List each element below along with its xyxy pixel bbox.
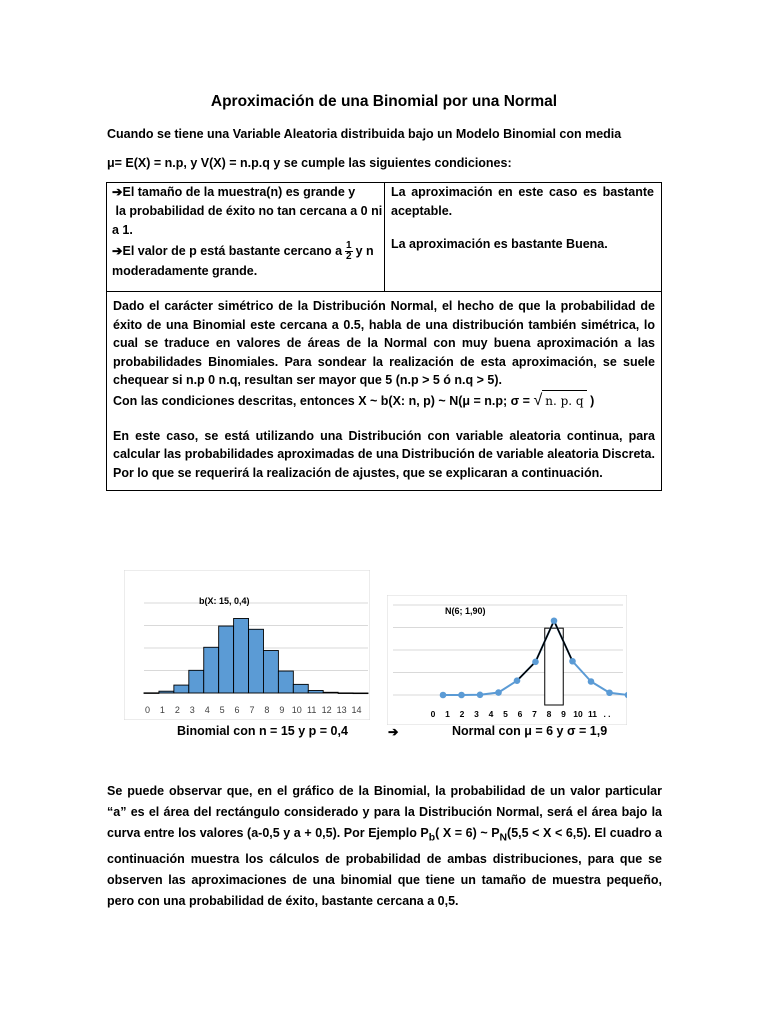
binomial-x-tick-label: 14 bbox=[351, 705, 362, 715]
binomial-bar bbox=[204, 647, 219, 693]
binomial-bar bbox=[278, 671, 293, 693]
normal-chart-title: N(6; 1,90) bbox=[445, 606, 486, 616]
binomial-bar bbox=[249, 629, 264, 693]
arrow-icon: ➔ bbox=[112, 244, 123, 258]
sqrt-icon: √ bbox=[533, 391, 543, 409]
explanation-cell bbox=[113, 297, 655, 482]
binomial-x-tick-label: 10 bbox=[291, 705, 302, 715]
arrow-icon: ➔ bbox=[388, 725, 399, 739]
normal-chart bbox=[387, 595, 627, 725]
condition-cell-right bbox=[391, 183, 654, 254]
normal-point bbox=[532, 659, 539, 666]
binomial-chart bbox=[124, 570, 370, 720]
normal-caption: Normal con μ = 6 y σ = 1,9 bbox=[452, 724, 608, 738]
binomial-x-tick-label: 1 bbox=[159, 705, 165, 715]
binomial-chart-title: b(X: 15, 0,4) bbox=[199, 596, 250, 606]
bottom-paragraph: Se puede observar que, en el gráfico de la Binomial, la probabilidad de un valor particular “a” es el área del rectángulo considerado y para la Distribución Normal, será el área bajo la curva entre los valores (a-0,5 y a + 0,5). Por Ejemplo $P_b$( X = 6) ~ $P_N(5,5 < X < 6,5)$. El cuadro a continuación muestra los cálculos de probabilidad de ambas distribuciones, para que se observen las aproximaciones de una binomial que tiene un tamaño de muestra pequeño, pero con una probabilidad de éxito, bastante cercana a 0,5. bbox=[107, 784, 662, 908]
normal-x-tick-label: 2 bbox=[459, 709, 465, 719]
normal-x-tick-label: 6 bbox=[517, 709, 523, 719]
probability-interval-rect bbox=[545, 628, 564, 705]
normal-point bbox=[458, 692, 465, 699]
fraction-one-half: $\frac{1}{2}$ bbox=[346, 240, 352, 263]
document-title: Aproximación de una Binomial por una Normal bbox=[210, 93, 558, 110]
condition-1-line-2: la probabilidad de éxito no tan cercana a 0 ni bbox=[112, 204, 383, 218]
normal-x-tick-label: 9 bbox=[561, 709, 566, 719]
normal-point bbox=[588, 678, 595, 685]
binomial-bar bbox=[308, 690, 323, 693]
table-row-divider bbox=[106, 291, 662, 292]
normal-point bbox=[569, 658, 576, 665]
normal-point bbox=[514, 677, 521, 684]
binomial-x-tick-label: 9 bbox=[279, 705, 285, 715]
arrow-icon: ➔ bbox=[112, 185, 123, 199]
explanation-paragraph-2: En este caso, se está utilizando una Distribución con variable aleatoria continua, para calcular las probabilidades aproximadas de una Distribución de variable aleatoria Discreta. Por lo que se requerirá la realización de ajustes, que se explicaran a continuación. bbox=[113, 428, 655, 480]
condition-2-line-1: ➔El valor de p está bastante cercano a $\frac{1}{2}$ y n bbox=[112, 240, 374, 263]
normal-x-tick-label: . . bbox=[603, 709, 611, 719]
binomial-x-tick-label: 3 bbox=[189, 705, 195, 715]
binomial-caption: Binomial con n = 15 y p = 0,4 bbox=[177, 724, 348, 738]
binomial-x-tick-label: 8 bbox=[264, 705, 270, 715]
binomial-x-tick-label: 11 bbox=[307, 705, 317, 715]
binomial-bar bbox=[263, 651, 278, 693]
normal-x-tick-label: 3 bbox=[474, 709, 479, 719]
intro-line-1: Cuando se tiene una Variable Aleatoria distribuida bajo un Modelo Binomial con media bbox=[107, 127, 622, 141]
binomial-x-tick-label: 6 bbox=[234, 705, 240, 715]
approximation-formula: Con las condiciones descritas, entonces X ~ b(X: n, p) ~ N(μ = n.p; σ = √ n. p. q ) bbox=[113, 391, 595, 409]
binomial-bar bbox=[323, 692, 338, 693]
normal-x-tick-label: 8 bbox=[546, 709, 552, 719]
normal-x-tick-label: 5 bbox=[503, 709, 508, 719]
normal-point bbox=[440, 692, 447, 699]
explanation-paragraph-1: Dado el carácter simétrico de la Distribución Normal, el hecho de que la probabilidad de éxito de una Binomial este cercana a 0.5, habla de una distribución también simétrica, lo cual se traduce en valores de áreas de la Normal con muy buena aproximación a las probabilidades Binomiales. Para sondear la realización de esta aproximación, se suele chequear si n.p 0 n.q, resultan ser mayor que 5 (n.p > 5 ó n.q > 5). bbox=[113, 299, 655, 387]
normal-x-tick-label: 1 bbox=[445, 709, 450, 719]
binomial-bar bbox=[219, 626, 234, 693]
binomial-x-tick-label: 2 bbox=[174, 705, 180, 715]
normal-x-tick-label: 10 bbox=[573, 709, 583, 719]
approximation-good-text: La aproximación es bastante Buena. bbox=[391, 237, 608, 251]
binomial-bar bbox=[353, 693, 368, 694]
approximation-acceptable-text: La aproximación en este caso es bastante aceptable. bbox=[391, 185, 654, 218]
normal-point bbox=[495, 689, 502, 696]
condition-2-line-2: moderadamente grande. bbox=[112, 264, 258, 279]
normal-point bbox=[477, 691, 484, 698]
binomial-bar bbox=[144, 693, 159, 694]
binomial-x-tick-label: 4 bbox=[204, 705, 210, 715]
binomial-bar bbox=[293, 684, 308, 693]
binomial-bar bbox=[338, 693, 353, 694]
binomial-bar bbox=[234, 618, 249, 693]
condition-1-line-1: ➔El tamaño de la muestra(n) es grande y bbox=[112, 185, 356, 199]
binomial-bar bbox=[159, 691, 174, 693]
binomial-x-tick-label: 5 bbox=[219, 705, 225, 715]
normal-chart-frame bbox=[387, 595, 627, 725]
binomial-x-tick-label: 12 bbox=[321, 705, 332, 715]
condition-1-line-3: a 1. bbox=[112, 223, 133, 237]
normal-point bbox=[551, 617, 558, 624]
normal-x-tick-label: 7 bbox=[532, 709, 537, 719]
binomial-bar bbox=[174, 685, 189, 693]
normal-x-tick-label: 11 bbox=[588, 709, 597, 719]
normal-point bbox=[606, 689, 613, 696]
binomial-x-tick-label: 0 bbox=[144, 705, 150, 715]
normal-x-tick-label: 0 bbox=[430, 709, 436, 719]
binomial-x-tick-label: 13 bbox=[336, 705, 347, 715]
intro-line-2: μ= E(X) = n.p, y V(X) = n.p.q y se cumple las siguientes condiciones: bbox=[107, 156, 512, 170]
binomial-x-tick-label: 7 bbox=[249, 705, 255, 715]
table-column-divider bbox=[384, 182, 385, 292]
binomial-bar bbox=[189, 670, 204, 693]
condition-cell-left bbox=[112, 183, 382, 281]
normal-x-tick-label: 4 bbox=[488, 709, 494, 719]
